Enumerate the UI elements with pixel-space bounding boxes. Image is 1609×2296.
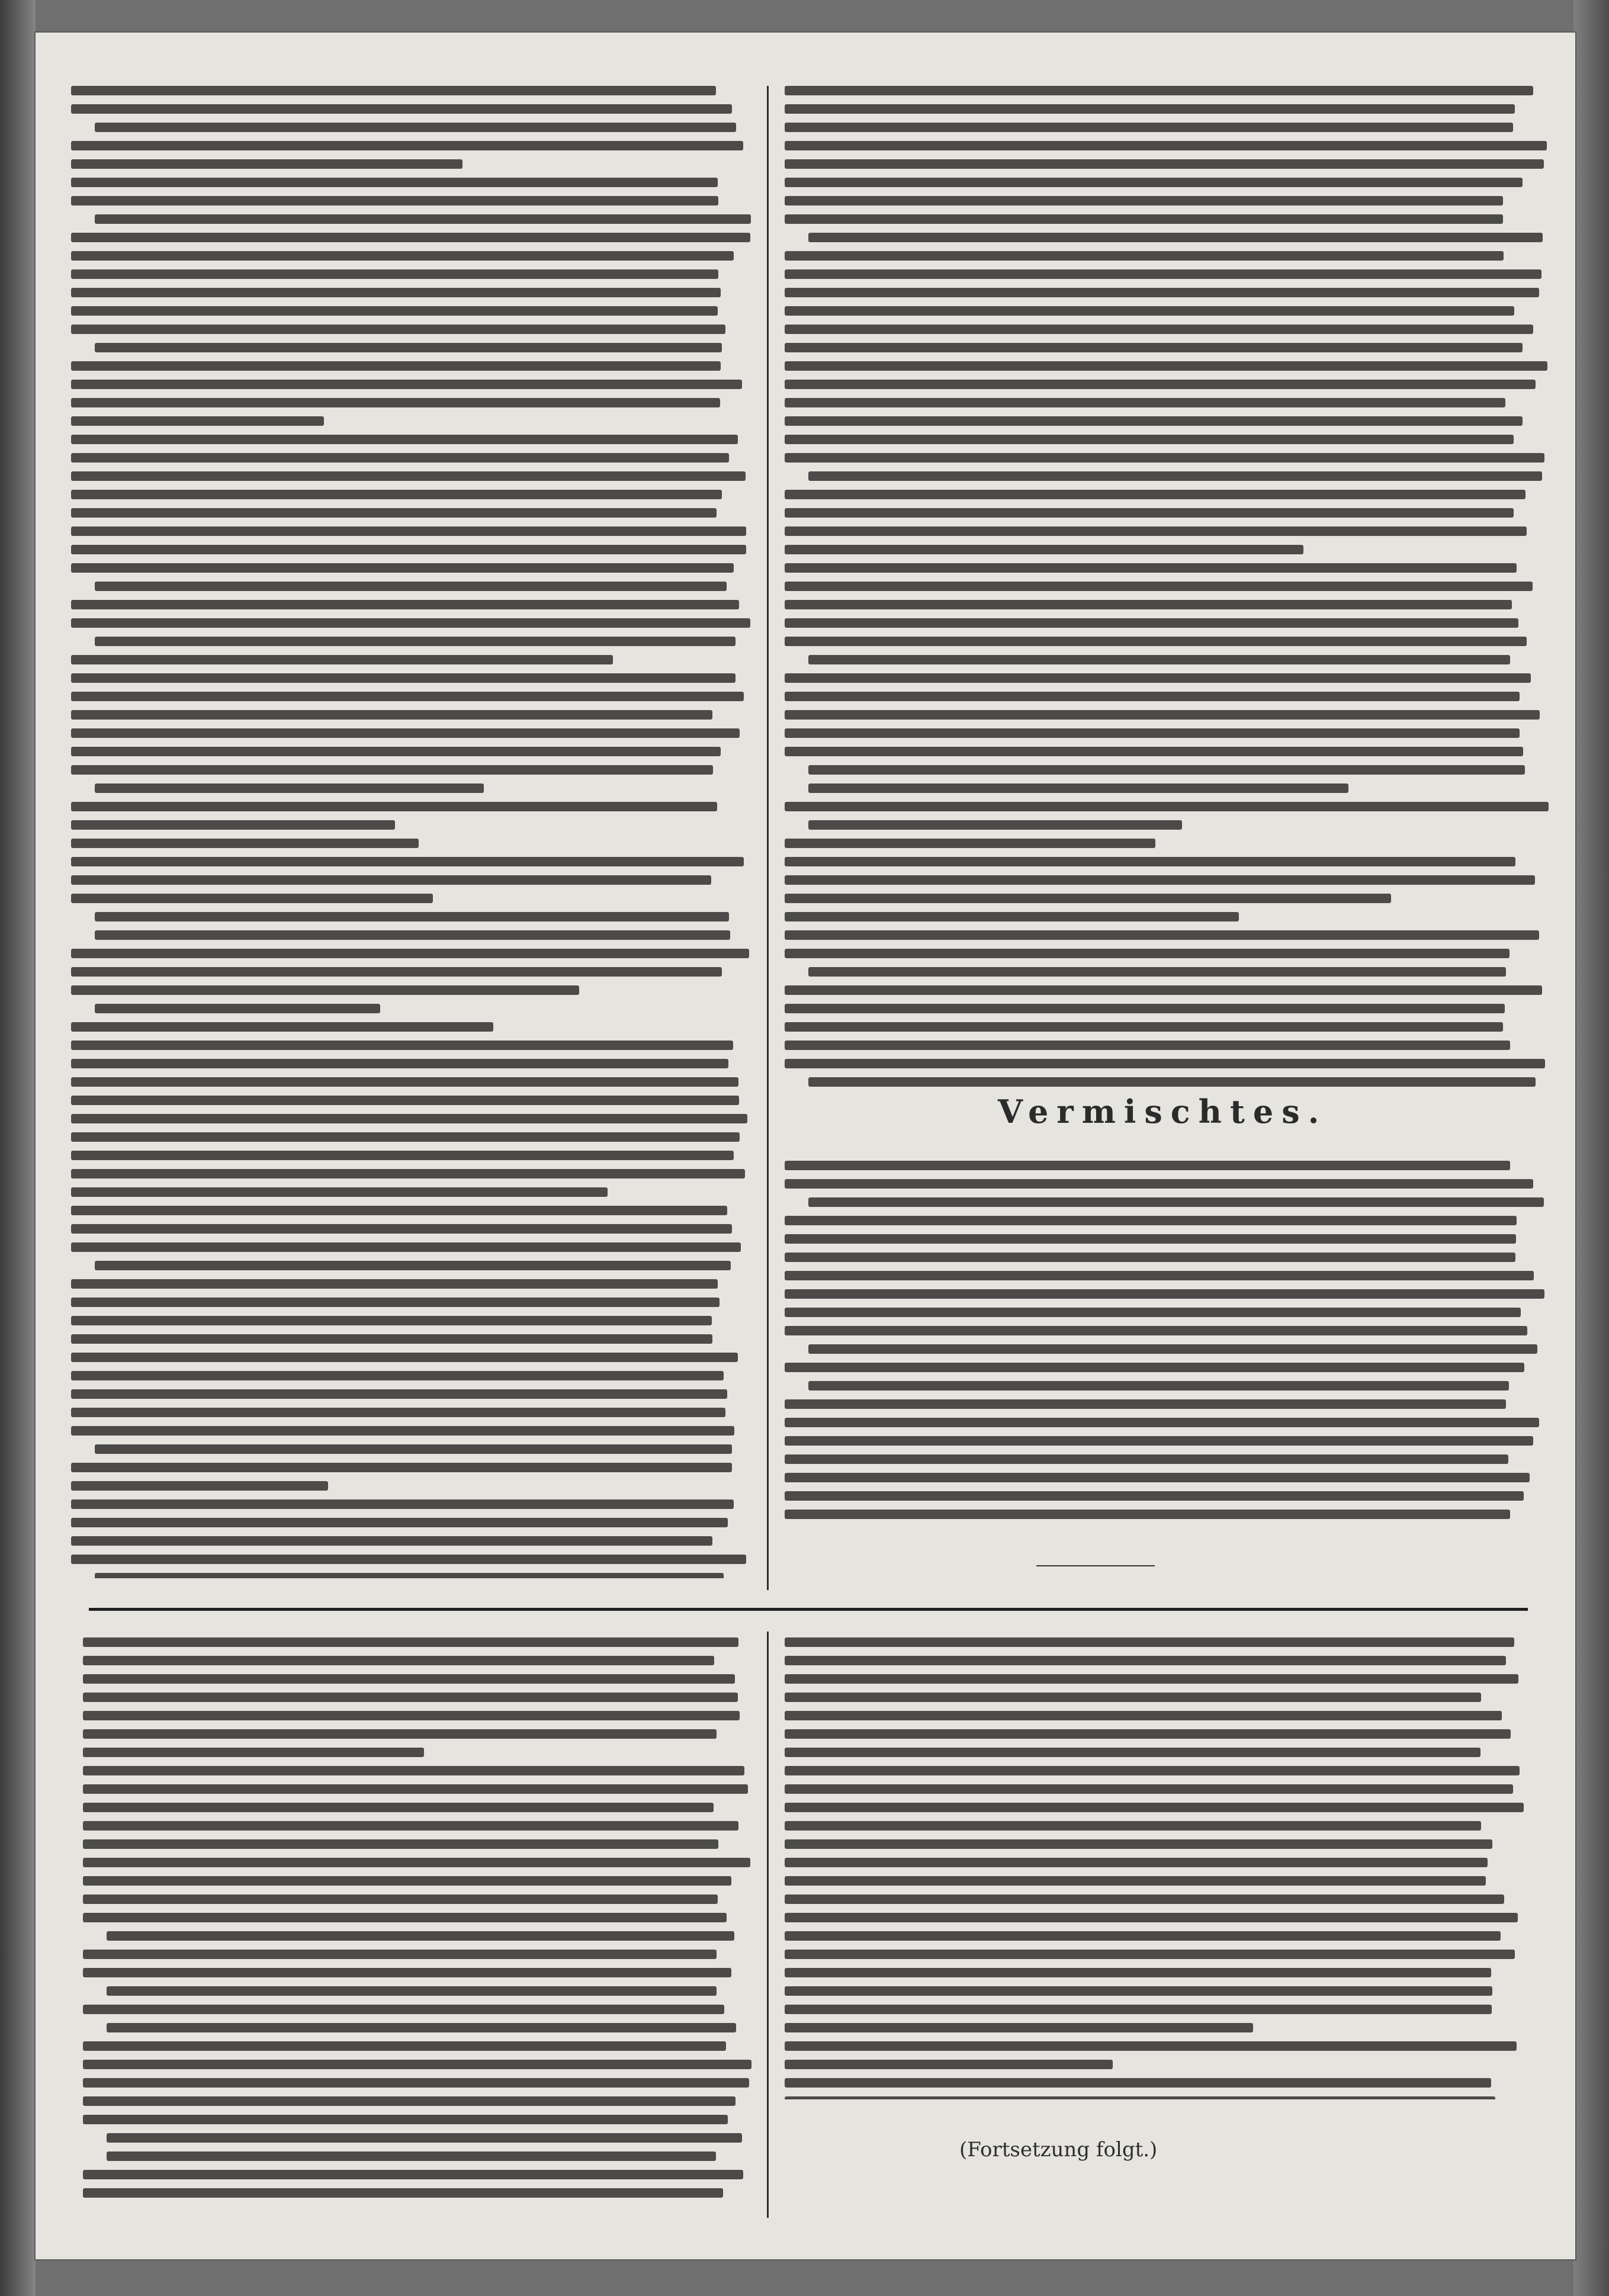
column-bottom-left <box>83 1637 752 2206</box>
text-line <box>71 1242 741 1252</box>
text-line <box>71 471 746 481</box>
text-line <box>95 343 722 352</box>
text-line <box>95 1261 731 1270</box>
text-line <box>785 435 1514 444</box>
text-line <box>83 1656 714 1665</box>
text-line <box>83 1637 738 1647</box>
text-line <box>95 214 751 224</box>
text-line <box>785 1711 1502 1720</box>
text-line <box>71 1096 739 1105</box>
text-line <box>785 985 1542 995</box>
text-line <box>785 1729 1511 1739</box>
text-line <box>71 710 712 720</box>
text-line <box>71 398 720 407</box>
text-line <box>95 783 484 793</box>
text-line <box>83 2188 723 2198</box>
text-line <box>785 1950 1515 1959</box>
text-line <box>785 1748 1480 1757</box>
text-line <box>107 1931 734 1941</box>
text-line <box>71 728 740 738</box>
text-line <box>71 196 718 205</box>
text-line <box>95 1004 380 1013</box>
text-line <box>71 306 718 316</box>
text-line <box>71 1041 733 1050</box>
page-horizontal-rule <box>89 1608 1528 1611</box>
text-line <box>785 398 1505 407</box>
text-line <box>785 2005 1492 2014</box>
text-line <box>71 820 395 830</box>
text-line <box>71 1316 712 1325</box>
text-line <box>83 2170 743 2179</box>
text-line <box>71 949 749 958</box>
text-line <box>71 380 742 389</box>
text-line <box>71 269 718 279</box>
text-line <box>71 453 729 463</box>
text-line <box>71 490 722 499</box>
text-line <box>785 269 1541 279</box>
text-line <box>785 1876 1486 1886</box>
text-line <box>71 673 736 683</box>
text-line <box>71 747 721 756</box>
text-line <box>71 967 722 977</box>
text-line <box>71 1206 727 1215</box>
text-line <box>71 802 717 811</box>
text-line <box>785 692 1520 701</box>
text-line <box>785 1473 1530 1482</box>
text-line <box>71 545 746 554</box>
text-line <box>808 1197 1544 1207</box>
text-line <box>71 508 717 518</box>
text-line <box>71 435 738 444</box>
text-line <box>785 214 1503 224</box>
text-line <box>785 343 1523 352</box>
text-line <box>71 1059 728 1068</box>
text-line <box>808 820 1182 830</box>
text-line <box>785 306 1514 316</box>
text-line <box>83 1693 738 1702</box>
text-line <box>785 178 1523 187</box>
text-line <box>785 1931 1501 1941</box>
text-line <box>107 2152 716 2161</box>
text-line <box>785 545 1303 554</box>
newspaper-page <box>36 33 1575 2259</box>
text-line <box>71 1463 732 1472</box>
text-line <box>83 1839 718 1849</box>
text-line <box>83 1748 424 1757</box>
text-line <box>785 600 1512 609</box>
text-line <box>785 1894 1504 1904</box>
text-line <box>71 288 721 297</box>
text-line <box>83 1858 750 1867</box>
text-line <box>95 123 736 132</box>
text-line <box>808 1077 1536 1087</box>
text-line <box>71 655 613 664</box>
text-line <box>71 1536 712 1546</box>
text-line <box>785 1766 1520 1775</box>
text-line <box>83 1821 738 1831</box>
text-line <box>71 875 711 885</box>
column-top-right-lower <box>785 1161 1549 1528</box>
text-line <box>71 765 713 775</box>
text-line <box>785 1004 1505 1013</box>
text-line <box>71 1334 712 1344</box>
text-line <box>107 2023 736 2032</box>
text-line <box>71 1426 734 1436</box>
scan-left-margin <box>0 0 36 2296</box>
text-line <box>785 416 1523 426</box>
text-line <box>95 1444 732 1454</box>
text-line <box>83 1894 718 1904</box>
text-line <box>785 1041 1510 1050</box>
text-line <box>785 123 1513 132</box>
text-line <box>83 2115 728 2124</box>
text-line <box>83 1674 735 1684</box>
text-line <box>83 1729 717 1739</box>
text-line <box>785 141 1547 150</box>
section-heading: Vermischtes. <box>998 1093 1328 1131</box>
text-line <box>83 2005 724 2014</box>
column-top-left <box>71 86 752 1578</box>
text-line <box>785 1656 1506 1665</box>
text-line <box>785 2041 1517 2051</box>
text-line <box>71 1353 738 1362</box>
text-line <box>83 2078 749 2088</box>
text-line <box>95 1573 724 1578</box>
text-line <box>95 930 730 940</box>
text-line <box>785 453 1544 463</box>
text-line <box>785 1454 1508 1464</box>
text-line <box>785 1784 1513 1794</box>
text-line <box>71 86 716 95</box>
text-line <box>785 728 1520 738</box>
text-line <box>785 1839 1492 1849</box>
text-line <box>785 490 1526 499</box>
text-line <box>785 1399 1506 1409</box>
text-line <box>785 159 1544 169</box>
text-line <box>83 1711 740 1720</box>
text-line <box>785 361 1547 371</box>
text-line <box>71 233 750 242</box>
text-line <box>71 985 579 995</box>
text-line <box>785 1418 1539 1427</box>
text-line <box>785 930 1539 940</box>
text-line <box>71 857 744 866</box>
text-line <box>71 1077 738 1087</box>
text-line <box>71 563 734 573</box>
text-line <box>83 1784 748 1794</box>
text-line <box>785 2023 1253 2032</box>
text-line <box>785 1216 1517 1225</box>
text-line <box>71 600 739 609</box>
text-line <box>785 563 1517 573</box>
text-line <box>71 526 746 536</box>
text-line <box>71 141 743 150</box>
text-line <box>785 1326 1527 1335</box>
text-line <box>71 159 463 169</box>
text-line <box>71 361 721 371</box>
text-line <box>71 1481 328 1491</box>
text-line <box>71 894 433 903</box>
text-line <box>785 857 1515 866</box>
text-line <box>71 1114 747 1123</box>
text-line <box>71 692 744 701</box>
text-line <box>785 673 1531 683</box>
text-line <box>808 1381 1509 1391</box>
text-line <box>71 839 419 848</box>
text-line <box>785 508 1514 518</box>
text-line <box>785 1179 1533 1189</box>
text-line <box>71 1187 608 1197</box>
text-line <box>785 104 1515 114</box>
text-line <box>808 967 1506 977</box>
text-line <box>95 582 727 591</box>
text-line <box>785 1234 1516 1244</box>
column-bottom-right <box>785 1637 1525 2099</box>
text-line <box>785 839 1155 848</box>
text-line <box>785 582 1533 591</box>
text-line <box>785 1059 1545 1068</box>
text-line <box>785 1637 1514 1647</box>
text-line <box>785 1510 1510 1519</box>
text-line <box>71 104 732 114</box>
text-line <box>785 618 1518 628</box>
text-line <box>71 1298 720 1307</box>
text-line <box>71 1371 724 1380</box>
text-line <box>71 1132 740 1142</box>
text-line <box>71 1499 734 1509</box>
text-line <box>785 875 1535 885</box>
text-line <box>785 1022 1503 1032</box>
text-line <box>785 2096 1495 2099</box>
text-line <box>808 765 1525 775</box>
text-line <box>71 1555 746 1564</box>
text-line <box>785 1986 1492 1996</box>
text-line <box>808 233 1543 242</box>
scan-right-margin <box>1573 0 1609 2296</box>
article-end-rule <box>1036 1565 1155 1566</box>
text-line <box>785 251 1504 261</box>
text-line <box>83 1766 744 1775</box>
text-line <box>83 1950 717 1959</box>
bottom-column-divider <box>767 1632 769 2218</box>
text-line <box>71 325 725 334</box>
text-line <box>785 288 1539 297</box>
text-line <box>83 1968 731 1977</box>
text-line <box>785 1491 1524 1501</box>
text-line <box>785 196 1503 205</box>
text-line <box>71 1389 727 1399</box>
text-line <box>785 894 1391 903</box>
text-line <box>785 1436 1533 1446</box>
text-line <box>785 86 1533 95</box>
text-line <box>71 1151 734 1160</box>
text-line <box>785 325 1533 334</box>
text-line <box>83 1876 731 1886</box>
column-top-right <box>785 86 1549 1093</box>
text-line <box>785 802 1549 811</box>
text-line <box>785 1693 1481 1702</box>
text-line <box>785 1968 1491 1977</box>
text-line <box>71 1408 725 1417</box>
text-line <box>785 912 1239 921</box>
text-line <box>83 1803 714 1812</box>
text-line <box>785 1363 1524 1372</box>
text-line <box>785 526 1527 536</box>
text-line <box>95 912 729 921</box>
text-line <box>95 637 736 646</box>
text-line <box>71 251 734 261</box>
text-line <box>785 1674 1518 1684</box>
text-line <box>785 747 1523 756</box>
text-line <box>785 1271 1534 1280</box>
text-line <box>808 471 1542 481</box>
text-line <box>785 1253 1515 1262</box>
top-column-divider <box>767 86 769 1590</box>
text-line <box>83 2041 726 2051</box>
text-line <box>785 949 1510 958</box>
text-line <box>785 2078 1491 2088</box>
text-line <box>808 783 1348 793</box>
text-line <box>785 1803 1524 1812</box>
text-line <box>83 2096 736 2106</box>
text-line <box>785 1821 1481 1831</box>
text-line <box>785 637 1527 646</box>
text-line <box>71 1169 745 1178</box>
text-line <box>808 1344 1537 1354</box>
text-line <box>785 1913 1518 1922</box>
text-line <box>71 1518 728 1527</box>
text-line <box>71 1279 718 1289</box>
text-line <box>71 618 750 628</box>
text-line <box>785 1161 1510 1170</box>
text-line <box>83 1913 727 1922</box>
text-line <box>785 380 1536 389</box>
text-line <box>785 2060 1113 2069</box>
text-line <box>808 655 1510 664</box>
continuation-note: (Fortsetzung folgt.) <box>959 2138 1158 2162</box>
text-line <box>71 1224 732 1234</box>
text-line <box>71 178 718 187</box>
text-line <box>785 1858 1488 1867</box>
text-line <box>107 1986 717 1996</box>
text-line <box>785 710 1540 720</box>
text-line <box>785 1308 1521 1317</box>
text-line <box>71 1022 493 1032</box>
text-line <box>107 2133 742 2143</box>
text-line <box>71 416 324 426</box>
text-line <box>785 1289 1544 1299</box>
text-line <box>83 2060 751 2069</box>
